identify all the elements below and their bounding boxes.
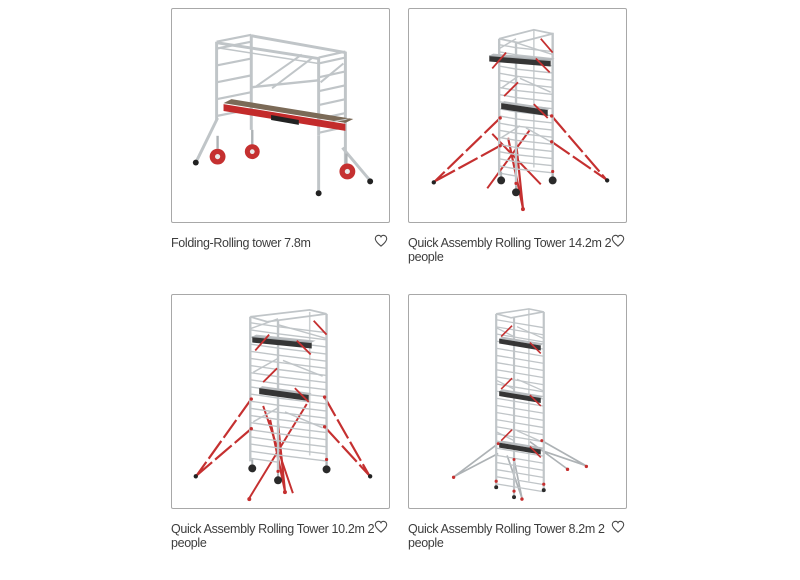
heart-icon [610,233,626,248]
favorite-button[interactable] [610,233,626,248]
product-grid [171,8,627,580]
product-title[interactable]: Quick Assembly Rolling Tower 10.2m 2 people [171,522,375,550]
heart-icon [373,233,389,248]
product-image[interactable] [171,8,390,223]
product-caption [408,522,627,550]
favorite-button[interactable] [610,519,626,534]
product-card [408,294,627,580]
product-image[interactable] [408,294,627,509]
folding-tower-illustration [172,9,389,222]
product-caption [408,236,627,264]
product-title[interactable]: Quick Assembly Rolling Tower 8.2m 2 people [408,522,605,550]
favorite-button[interactable] [373,233,389,248]
favorite-button[interactable] [373,519,389,534]
rolling-tower-14m-illustration [409,9,626,222]
rolling-tower-10m-illustration [172,295,389,508]
rolling-tower-8m-illustration [409,295,626,508]
heart-icon [373,519,389,534]
product-card [171,294,390,580]
heart-icon [610,519,626,534]
product-caption [171,236,390,250]
product-image[interactable] [171,294,390,509]
product-title[interactable]: Folding-Rolling tower 7.8m [171,236,311,250]
product-card [171,8,390,294]
product-caption [171,522,390,550]
product-card [408,8,627,294]
product-image[interactable] [408,8,627,223]
product-title[interactable]: Quick Assembly Rolling Tower 14.2m 2 people [408,236,612,264]
